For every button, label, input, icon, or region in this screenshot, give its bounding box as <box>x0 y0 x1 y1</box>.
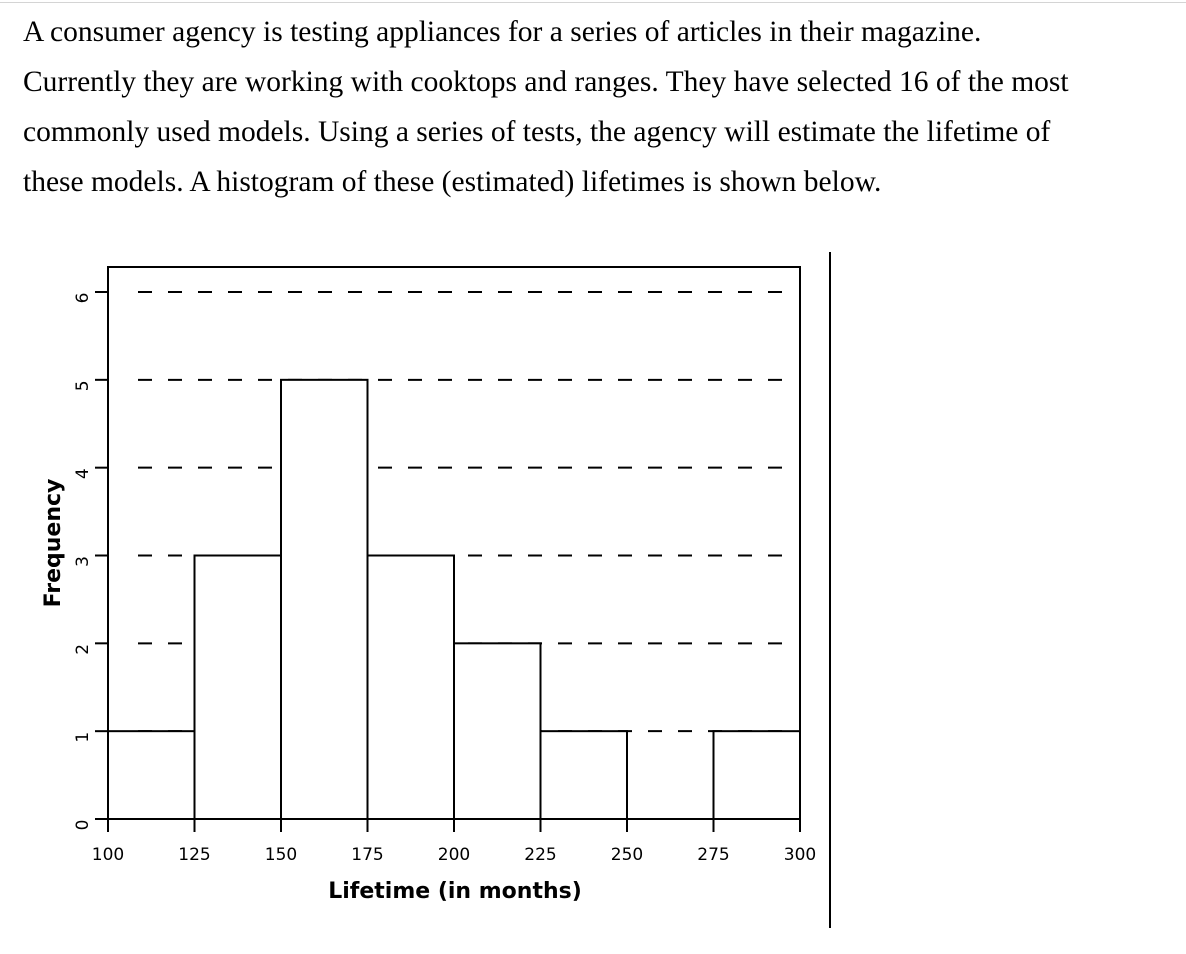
histogram-bar-100-125 <box>108 731 195 819</box>
x-tick-label-175: 175 <box>351 845 384 865</box>
histogram-bar-175-200 <box>368 556 455 820</box>
y-axis-title: Frequency <box>41 478 66 608</box>
question-line-4: these models. A histogram of these (estimated) lifetimes is shown below. <box>23 166 882 198</box>
y-tick-label-0: 0 <box>73 819 93 831</box>
x-tick-label-300: 300 <box>783 845 817 865</box>
histogram-bar-150-175 <box>281 380 368 819</box>
x-tick-label-100: 100 <box>91 845 125 865</box>
x-tick-label-225: 225 <box>524 845 557 865</box>
histogram-bar-125-150 <box>195 556 282 820</box>
histogram-bar-225-250 <box>541 731 628 819</box>
x-tick-label-125: 125 <box>178 845 211 865</box>
x-tick-label-150: 150 <box>264 845 298 865</box>
question-line-2: Currently they are working with cooktops and ranges. They have selected 16 of the most <box>23 66 1069 98</box>
histogram-bar-275-300 <box>714 731 801 819</box>
y-tick-label-5: 5 <box>73 380 93 392</box>
y-tick-label-3: 3 <box>73 556 93 567</box>
y-tick-label-6: 6 <box>73 292 93 304</box>
y-tick-label-1: 1 <box>73 731 93 743</box>
histogram-bar-200-225 <box>454 643 541 819</box>
x-tick-label-250: 250 <box>610 845 644 865</box>
x-axis-title: Lifetime (in months) <box>328 879 582 904</box>
y-tick-label-2: 2 <box>73 643 93 655</box>
question-line-1: A consumer agency is testing appliances for a series of articles in their magazine. <box>23 16 982 48</box>
x-tick-label-275: 275 <box>697 845 730 865</box>
y-tick-label-4: 4 <box>73 468 93 480</box>
histogram-bars <box>108 380 800 819</box>
question-line-3: commonly used models. Using a series of tests, the agency will estimate the lifetime of <box>23 116 1051 148</box>
x-tick-label-200: 200 <box>437 845 471 865</box>
